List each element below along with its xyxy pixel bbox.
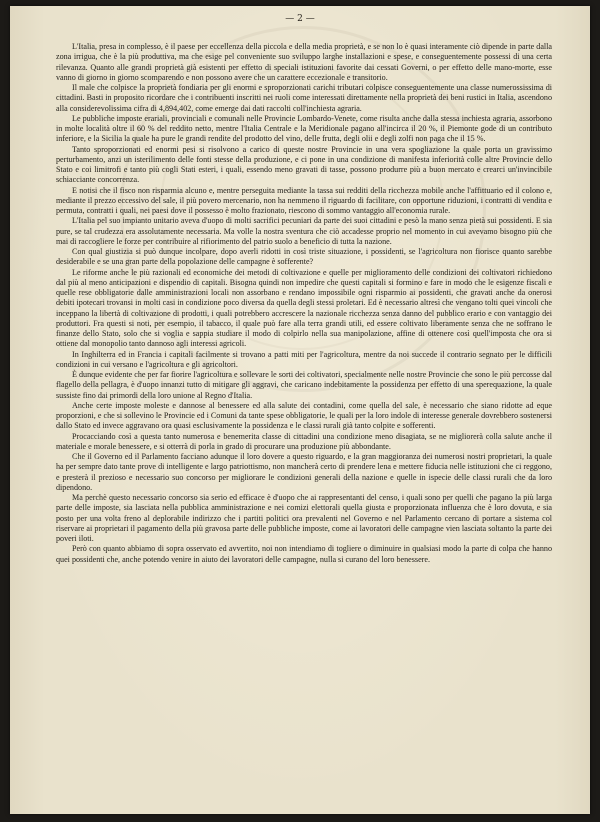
paragraph: Con qual giustizia si può dunque incolpare, dopo averli ridotti in così triste situazione, i possidenti, se l'agricoltura non fiorisce quanto sarebbe desiderabile e se una gran parte della popolazione delle campagne è sofferente? bbox=[56, 247, 552, 267]
paragraph: Però con quanto abbiamo di sopra osservato ed avvertito, noi non intendiamo di togliere o diminuire in qualsiasi modo la parte di colpa che hanno quei possidenti che, anche potendo venire in aiuto dei lavoratori delle campagne, nulla si curano del loro benessere. bbox=[56, 544, 552, 564]
document-page bbox=[10, 6, 590, 814]
paragraph: Il male che colpisce la proprietà fondiaria per gli enormi e sproporzionati carichi tributari colpisce conseguentemente una classe numerossissima di cittadini. Basti in proposito ricordare che i contribuenti inscritti nei ruoli come interessati direttamente nella proprietà dei beni rustici in Italia, ascendono alla considerevolissima cifra di 4,894,402, come emerge dai dati raccolti coll'inchiesta agraria. bbox=[56, 83, 552, 113]
paragraph: L'Italia, presa in complesso, è il paese per eccellenza della piccola e della media proprietà, e se non lo è quasi interamente ciò dipende in parte dalla zona irrigua, che è la più produttiva, ma che esige pel conveniente suo sviluppo larghe installazioni e spese, e conseguentemente possessi di una certa rilevanza. Quanto alle grandi proprietà già esistenti per effetto di speciali istituzioni favorite dai cessati Governi, o per effetto delle mano-morte, esse vanno di giorno in giorno scomparendo e non possono avere che un carattere eccezionale e transitorio. bbox=[56, 42, 552, 82]
page-number: — 2 — bbox=[285, 14, 315, 24]
paragraph: Anche certe imposte moleste e dannose al benessere ed alla salute dei contadini, come quella del sale, è necessario che siano ridotte ad eque proporzioni, e che si sollevino le Provincie ed i Comuni da tante spese obbligatorie, le quali per la loro indole di interesse generale dovrebbero sostenersi dallo Stato ed invece aggravano ora quasi esclusivamente la possidenza e le classi rurali già tanto colpite e sofferenti. bbox=[56, 400, 552, 431]
body-text bbox=[56, 42, 552, 565]
paragraph: Che il Governo ed il Parlamento facciano adunque il loro dovere a questo riguardo, e la gran maggioranza dei numerosi nostri proprietari, la quale ha per sempre dato tante prove di intelligente e largo patriottismo, non mancherà certo di prendere lena e mettere fiducia nelle istituzioni che ci reggono, e presterà il prezioso e necessario suo concorso per migliorare le condizioni generali della nazione e quelle in ispecie delle classi rurali che da loro dipendono. bbox=[56, 452, 552, 492]
paragraph: E notisi che il fisco non risparmia alcuno e, mentre perseguita mediante la tassa sui redditi della ricchezza mobile anche l'affittuario ed il colono e, mediante il prezzo eccessivo del sale, il più povero mercenario, non ha nemmeno il riguardo di facilitare, con opportune riduzioni, i contratti di vendita e permuta, contratti i quali, nei paesi dove il possesso è molto frazionato, riescono di sommo vantaggio all'economia rurale. bbox=[56, 185, 552, 215]
paragraph: Procacciando così a questa tanto numerosa e benemerita classe di cittadini una condizione meno disagiata, se ne migliorerà colla salute anche il materiale e morale benessere, e si otterrà di porla in grado di procurare una produzione più abbondante. bbox=[56, 431, 552, 451]
paragraph: Ma perchè questo necessario concorso sia serio ed efficace è d'uopo che ai rappresentanti del censo, i quali sono per quelli che pagano la più larga parte delle imposte, sia lasciata nella pubblica amministrazione e nei comizi elettorali quella giusta e proporzionata influenza che è loro dovuta, e sia posto per una volta freno al deplorabile indirizzo che i partiti politici ora prevalenti nel Governo e nel Parlamento cercano di portare a sistema col riservare ai proprietari il pagamento della più gravosa parte delle pubbliche imposte, come ai lavoratori delle campagne vien lasciata soltanto la parte dei poveri iloti. bbox=[56, 493, 552, 543]
paragraph: In Inghilterra ed in Francia i capitali facilmente si trovano a patti miti per l'agricoltura, mentre da noi succede il contrario segnato per le difficili condizioni in cui versano e l'agricoltura e gli agricoltori. bbox=[56, 349, 552, 369]
paragraph: Le pubbliche imposte erariali, provinciali e comunali nelle Provincie Lombardo-Venete, come risulta anche dalla stessa inchiesta agraria, assorbono in molte località oltre il 60 % del reddito netto, mentre l'Italia Centrale e la Meridionale pagano all'incirca il 20 %, il Piemonte gode di un contributo inferiore, e la Sicilia la quale ha pure le grandi rendite del prodotto del vino, delle frutta, degli olii e degli zolfi non paga che il 15 %. bbox=[56, 113, 552, 144]
paragraph: Le riforme anche le più razionali ed economiche dei metodi di coltivazione e quelle per miglioramento delle condizioni dei coltivatori richiedono dal più al meno anticipazioni e dispendio di capitali. Bisogna quindi non impedire che questi capitali si formino e fare in modo che le esigenze fiscali e quelle rese obbligatorie dalle amministrazioni locali non assorbano e rendano impossibile ogni risparmio ai possidenti, che gravati anche da onerosi debiti ipotecari trovansi in molti casi in condizione poco diversa da quella degli stessi proletari. Ed è necessario altresì che vengano tolti quei vincoli che inceppano la libertà di coltivazione di prodotti, i quali potrebbero accrescere la nazionale ricchezza senza danno del pubblico erario e con vantaggio dei produttori. Fra questi si noti, per esempio, il tabacco, il quale può fare alla terra grandi utili, ed essere coltivato liberamente senza che ne soffrano le finanze dello Stato, solo che si voglia e sappia studiare il modo di colpirlo nella sua manipolazione, affine di ottenere così quell'imposta che ora si ottiene dal monopolio tanto dannoso agli interessi agricoli. bbox=[56, 267, 552, 349]
paragraph: È dunque evidente che per far fiorire l'agricoltura e sollevare le sorti dei coltivatori, specialmente nelle nostre Provincie che sono le più percosse dal flagello della pellagra, è d'uopo innanzi tutto di mitigare gli aggravi, che caricano indebitamente la possidenza per effetto di una sperequazione, la quale sussiste fino dai primordi della loro unione al Regno d'Italia. bbox=[56, 370, 552, 400]
paragraph: L'Italia pel suo impianto unitario aveva d'uopo di molti sacrifici pecuniari da parte dei suoi cittadini e pesò la mano senza pietà sui possidenti. E sia pure, se tal crudezza era assolutamente necessaria. Ma volle la nostra sventura che ciò accadesse proprio nel momento in cui avevamo bisogno più che mai di raccogliere le forze per contribuire al rifiorimento del patrio suolo a beneficio di tutta la nazione. bbox=[56, 216, 552, 246]
paragraph: Tanto sproporzionati ed enormi pesi si risolvono a carico di queste nostre Provincie in una vera spogliazione la quale porta un gravissimo perturbamento, anzi un isterilimento delle fonti stesse della produzione, e ci pone in una condizione di manifesta inferiorità colle altre Provincie dello Stato e coi limitrofi e tanto più cogli Stati esteri, i quali, essendo meno gravati di tasse, possono produrre più a buon mercato e crearci un'invincibile schiacciante concorrenza. bbox=[56, 144, 552, 185]
